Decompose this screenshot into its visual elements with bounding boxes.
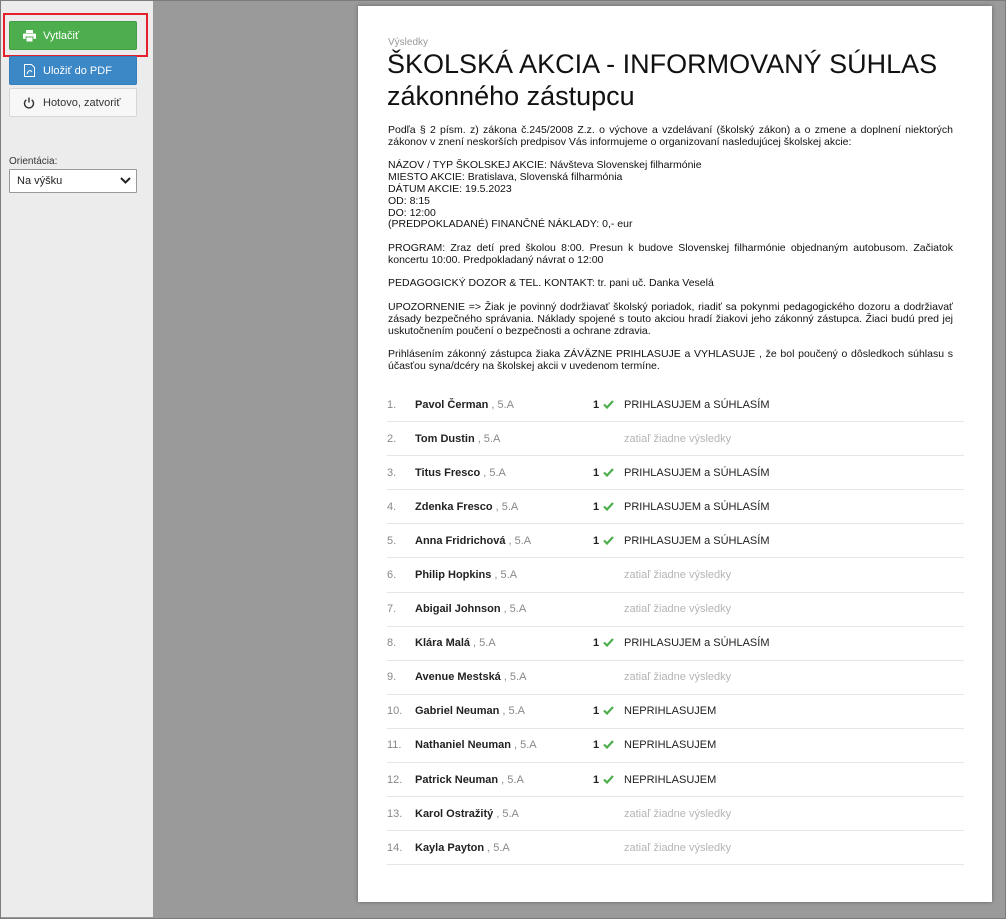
answer-text: PRIHLASUJEM a SÚHLASÍM xyxy=(624,398,770,411)
save-pdf-button-label: Uložiť do PDF xyxy=(43,64,112,77)
orientation-select[interactable] xyxy=(9,169,137,193)
result-row xyxy=(387,456,964,490)
answer-text: PRIHLASUJEM a SÚHLASÍM xyxy=(624,466,770,479)
student-name: Patrick Neuman xyxy=(415,773,499,786)
answer-text: NEPRIHLASUJEM xyxy=(624,739,717,752)
row-number: 5. xyxy=(387,534,397,547)
detail-line: DÁTUM AKCIE: 19.5.2023 xyxy=(388,182,512,195)
row-number: 2. xyxy=(387,432,397,445)
consent-paragraph: Prihlásením zákonný zástupca žiaka ZÁVÄZNE PRIHLASUJE a VYHLASUJE , že bol poučený o dôsledkoch súhlasu s účasťou syna/dcéry na školskej akcii v uvedenom termíne. xyxy=(388,348,953,372)
answer-text: PRIHLASUJEM a SÚHLASÍM xyxy=(624,534,770,547)
student-class: , 5.A xyxy=(508,534,532,547)
answer-text: NEPRIHLASUJEM xyxy=(624,773,717,786)
student-class: , 5.A xyxy=(502,705,525,718)
result-row xyxy=(387,593,964,627)
power-icon xyxy=(22,96,36,110)
sidebar xyxy=(1,1,153,917)
student-name: Anna Fridrichová xyxy=(415,534,506,547)
document-body xyxy=(388,125,953,385)
result-row xyxy=(387,524,964,558)
student-name: Avenue Mestská xyxy=(415,671,501,684)
answer-text: PRIHLASUJEM a SÚHLASÍM xyxy=(624,500,770,513)
student-name: Zdenka Fresco xyxy=(415,500,493,513)
student-class: , 5.A xyxy=(494,569,518,582)
done-close-button-label: Hotovo, zatvoriť xyxy=(43,96,121,109)
answer-count: 1 xyxy=(593,500,600,513)
no-results-text: zatiaľ žiadne výsledky xyxy=(624,432,732,445)
student-name: Gabriel Neuman xyxy=(415,705,500,718)
student-name: Tom Dustin xyxy=(415,432,475,445)
row-number: 12. xyxy=(387,773,403,786)
check-icon xyxy=(603,398,614,412)
program-paragraph: PROGRAM: Zraz detí pred školou 8:00. Presun k budove Slovenskej filharmónie objednaným autobusom. Začiatok koncertu 10:00. Predpokladaný návrat o 12:00 xyxy=(388,241,953,266)
check-icon xyxy=(603,534,614,548)
student-name: Karol Ostražitý xyxy=(415,807,494,820)
student-class: , 5.A xyxy=(496,807,519,820)
check-icon xyxy=(603,773,614,787)
row-number: 7. xyxy=(387,603,397,616)
result-row xyxy=(387,490,964,524)
detail-line: NÁZOV / TYP ŠKOLSKEJ AKCIE: Návšteva Slovenskej filharmónie xyxy=(388,159,702,172)
student-class: , 5.A xyxy=(503,671,527,684)
answer-text: PRIHLASUJEM a SÚHLASÍM xyxy=(624,637,770,650)
answer-count: 1 xyxy=(593,739,600,752)
row-number: 11. xyxy=(387,739,402,752)
check-icon xyxy=(603,636,614,650)
result-row xyxy=(387,558,964,592)
orientation-label: Orientácia: xyxy=(9,156,58,167)
row-number: 14. xyxy=(387,841,403,854)
student-class: , 5.A xyxy=(491,398,514,411)
result-row xyxy=(387,831,964,865)
no-results-text: zatiaľ žiadne výsledky xyxy=(624,841,732,854)
row-number: 10. xyxy=(387,705,403,718)
supervision-paragraph: PEDAGOGICKÝ DOZOR & TEL. KONTAKT: tr. pani uč. Danka Veselá xyxy=(388,277,714,290)
results-list xyxy=(387,388,964,865)
answer-text: NEPRIHLASUJEM xyxy=(624,705,717,718)
no-results-text: zatiaľ žiadne výsledky xyxy=(624,603,732,616)
chevron-down-icon xyxy=(120,175,131,187)
student-name: Philip Hopkins xyxy=(415,569,492,582)
warning-paragraph: UPOZORNENIE => Žiak je povinný dodržiavať školský poriadok, riadiť sa pokynmi pedagogického dozoru a dodržiavať zásady bezpečného správania. Náklady spojené s touto akciou hradí žiakovi jeho zákonný zástupca. Žiaci budú pred jej uskutočnením poučení o bezpečnosti a ochrane zdravia. xyxy=(388,300,953,337)
detail-line: DO: 12:00 xyxy=(388,206,436,219)
row-number: 3. xyxy=(387,466,397,479)
result-row xyxy=(387,661,964,695)
student-name: Titus Fresco xyxy=(415,466,481,479)
student-name: Klára Malá xyxy=(415,637,471,650)
result-row xyxy=(387,422,964,456)
student-name: Kayla Payton xyxy=(415,841,485,854)
no-results-text: zatiaľ žiadne výsledky xyxy=(624,569,732,582)
student-class: , 5.A xyxy=(495,500,519,513)
check-icon xyxy=(603,500,614,514)
breadcrumb: Výsledky xyxy=(388,37,429,48)
student-class: , 5.A xyxy=(503,603,527,616)
orientation-select-value: Na výšku xyxy=(17,175,63,187)
answer-count: 1 xyxy=(593,637,600,650)
event-details xyxy=(388,160,953,231)
result-row xyxy=(387,388,964,422)
detail-line: (PREDPOKLADANÉ) FINANČNÉ NÁKLADY: 0,- eur xyxy=(388,218,633,231)
student-name: Pavol Čerman xyxy=(415,398,489,411)
row-number: 8. xyxy=(387,637,397,650)
row-number: 13. xyxy=(387,807,403,820)
page-title: ŠKOLSKÁ AKCIA - INFORMOVANÝ SÚHLAS zákonného zástupcu xyxy=(387,49,938,111)
student-class: , 5.A xyxy=(483,466,506,479)
detail-line: MIESTO AKCIE: Bratislava, Slovenská filharmónia xyxy=(388,171,623,184)
check-icon xyxy=(603,738,614,752)
result-row xyxy=(387,729,964,763)
check-icon xyxy=(603,466,614,480)
print-button-highlight xyxy=(3,13,148,57)
row-number: 9. xyxy=(387,671,397,684)
print-button-label: Vytlačiť xyxy=(43,29,80,42)
check-icon xyxy=(603,704,614,718)
answer-count: 1 xyxy=(593,534,600,547)
student-class: , 5.A xyxy=(513,739,537,752)
student-class: , 5.A xyxy=(487,841,510,854)
result-row xyxy=(387,627,964,661)
row-number: 6. xyxy=(387,569,397,582)
print-page xyxy=(358,6,992,902)
no-results-text: zatiaľ žiadne výsledky xyxy=(624,807,732,820)
student-class: , 5.A xyxy=(477,432,501,445)
answer-count: 1 xyxy=(593,773,600,786)
student-class: , 5.A xyxy=(473,637,496,650)
no-results-text: zatiaľ žiadne výsledky xyxy=(624,671,732,684)
student-class: , 5.A xyxy=(501,773,524,786)
detail-line: OD: 8:15 xyxy=(388,194,431,207)
intro-paragraph: Podľa § 2 písm. z) zákona č.245/2008 Z.z. o výchove a vzdelávaní (školský zákon) a o zmene a doplnení niektorých zákonov v znení neskorších predpisov Vás informujeme o organizovaní nasledujúcej školskej akcie: xyxy=(388,124,953,148)
student-name: Abigail Johnson xyxy=(415,603,501,616)
answer-count: 1 xyxy=(593,466,600,479)
row-number: 4. xyxy=(387,500,397,513)
student-name: Nathaniel Neuman xyxy=(415,739,511,752)
row-number: 1. xyxy=(387,398,397,411)
answer-count: 1 xyxy=(593,398,600,411)
save-pdf-button[interactable] xyxy=(9,56,137,85)
result-row xyxy=(387,763,964,797)
done-close-button[interactable] xyxy=(9,88,137,117)
result-row xyxy=(387,797,964,831)
result-row xyxy=(387,695,964,729)
answer-count: 1 xyxy=(593,705,600,718)
pdf-file-icon xyxy=(22,64,36,78)
